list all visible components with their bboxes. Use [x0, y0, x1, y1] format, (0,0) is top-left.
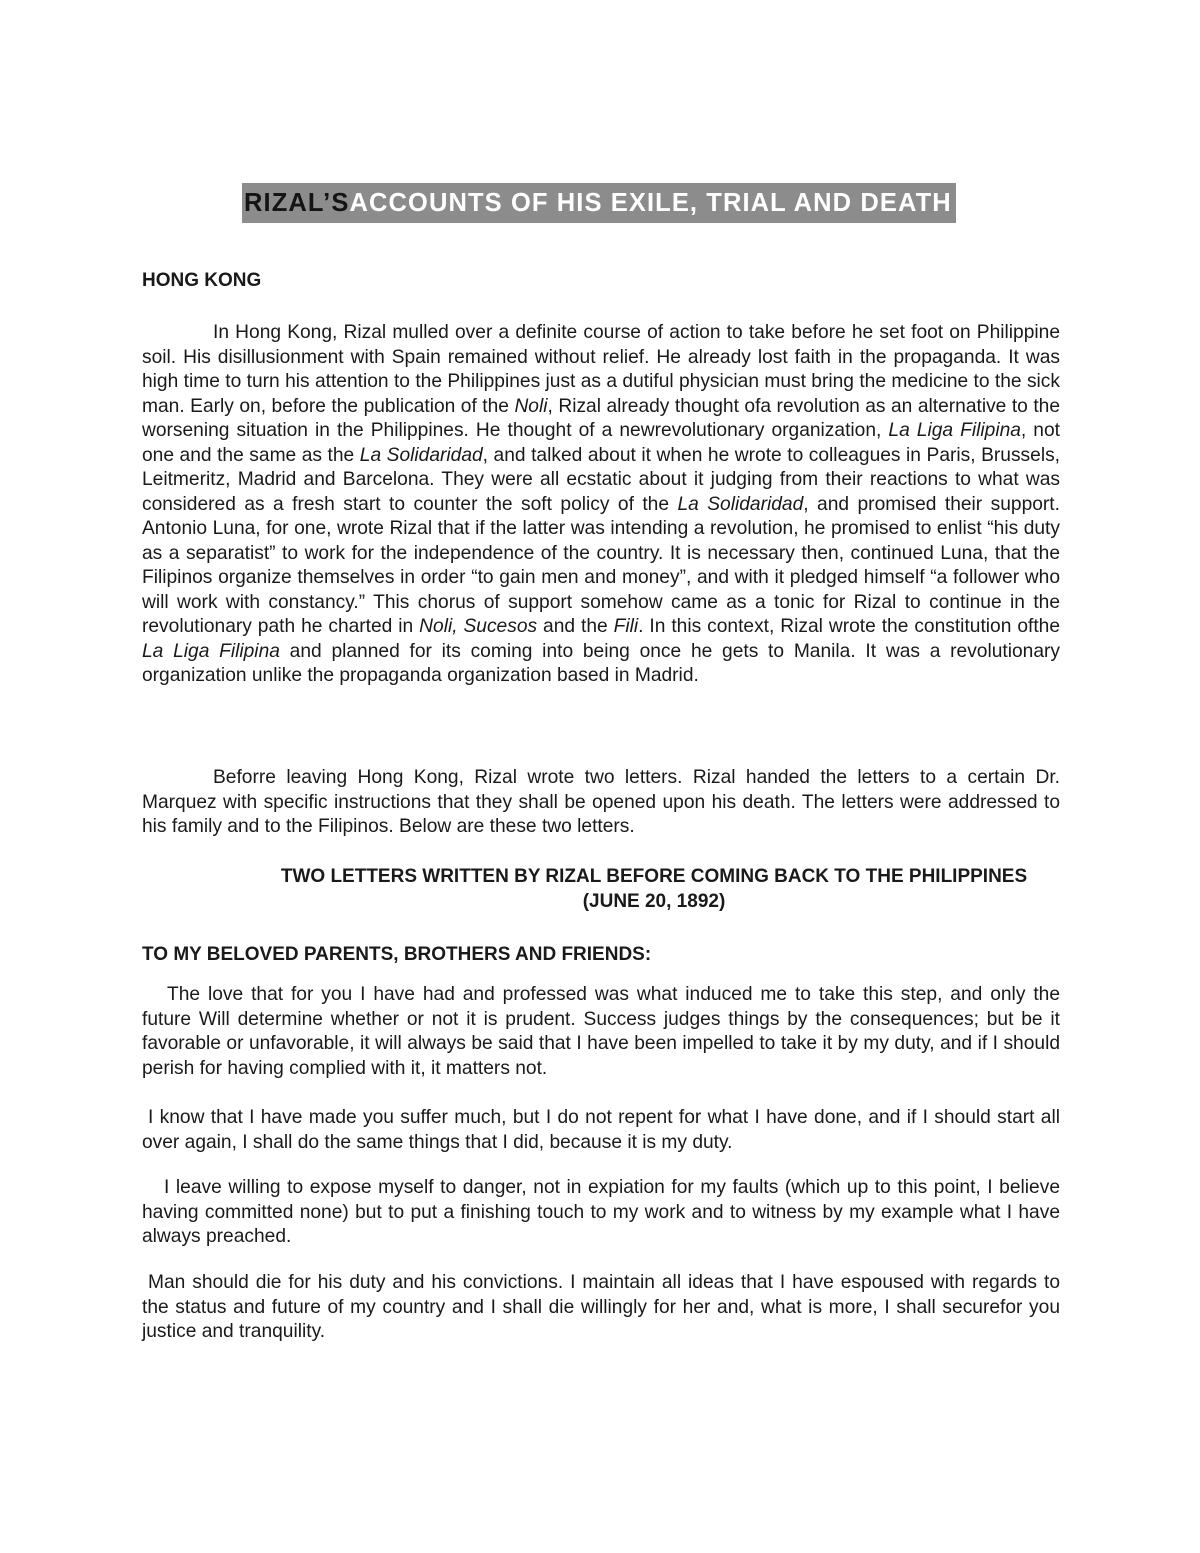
paragraph-hong-kong — [142, 321, 1060, 689]
paragraph-before-leaving: Beforre leaving Hong Kong, Rizal wrote two letters. Rizal handed the letters to a certain Dr. Marquez with specific instructions that they shall be opened upon his death. The letters were addressed to his family and to the Filipinos. Below are these two letters. — [142, 767, 1060, 837]
title-highlight-light: ACCOUNTS OF HIS EXILE, TRIAL AND DEATH — [349, 189, 952, 217]
letter-paragraph: Man should die for his duty and his convictions. I maintain all ideas that I have espoused with regards to the status and future of my country and I shall die willingly for her and, what is more, I shall securefor you justice and tranquility. — [142, 1272, 1060, 1342]
section-heading-hong-kong: HONG KONG — [142, 270, 262, 291]
para1-solidaridad-1: La Solidaridad — [359, 444, 483, 466]
para1-text-1: In Hong Kong, Rizal mulled over a definite course of action to take before he set foot on Philippine soil. His disillusionment with Spain remained without relief. He already lost faith in the propaganda. It was high time to turn his attention to the Philippines just as a dutiful physician must bring the medicine to the sick man. Early on, before the publication of the — [142, 322, 1060, 417]
para1-text-3: , not one and the same as the — [142, 420, 1060, 466]
letter-paragraph: I know that I have made you suffer much, but I do not repent for what I have done, and if I should start all over again, I shall do the same things that I did, because it is my duty. — [142, 1107, 1060, 1153]
para1-text-2: , Rizal already thought ofa revolution as an alternative to the worsening situation in the Philippines. He thought of a newrevolutionary organization, — [142, 395, 1061, 441]
para1-fili: Fili — [613, 616, 639, 637]
para1-solidaridad-2: La Solidaridad — [677, 493, 804, 515]
document-title — [242, 183, 956, 223]
para1-text-4: , and talked about it when he wrote to colleagues in Paris, Brussels, Leitmeritz, Madrid and Barcelona. They were all ecstatic about it judging from their reactions to what was considered as a fresh start to counter the soft policy of the — [142, 444, 1061, 515]
letter-paragraph: The love that for you I have had and professed was what induced me to take this step, and only the future Will determine whether or not it is prudent. Success judges things by the consequences; but be it favorable or unfavorable, it will always be said that I have been impelled to take it by my duty, and if I should perish for having complied with it, it matters not. — [142, 984, 1060, 1079]
para1-liga-2: La Liga Filipina — [142, 640, 280, 662]
para1-liga-1: La Liga Filipina — [888, 420, 1021, 441]
title-highlight-dark: RIZAL’S — [244, 189, 350, 217]
para1-text-7: . In this context, Rizal wrote the constitution ofthe — [638, 616, 1061, 637]
para1-noli: Noli — [514, 395, 548, 417]
para1-text-6: and the — [537, 616, 614, 637]
para1-noli-sucesos: Noli, Sucesos — [419, 616, 538, 637]
letter-salutation: TO MY BELOVED PARENTS, BROTHERS AND FRIENDS: — [142, 944, 652, 965]
para1-text-5: , and promised their support. Antonio Luna, for one, wrote Rizal that if the latter was intending a revolution, he promised to enlist “his duty as a separatist” to work for the independence of the country. It is necessary then, continued Luna, that the Filipinos organize themselves in order “to gain men and money”, and with it pledged himself “a follower who will work with constancy.” This chorus of support somehow came as a tonic for Rizal to continue in the revolutionary path he charted in — [142, 493, 1060, 637]
letters-heading-line1: TWO LETTERS WRITTEN BY RIZAL BEFORE COMING BACK TO THE PHILIPPINES — [280, 866, 1028, 887]
letters-heading — [142, 865, 1166, 914]
para1-text-8: and planned for its coming into being once he gets to Manila. It was a revolutionary organization unlike the propaganda organization based in Madrid. — [142, 640, 1060, 686]
letter-paragraph: I leave willing to expose myself to danger, not in expiation for my faults (which up to this point, I believe having committed none) but to put a finishing touch to my work and to witness by my example what I have always preached. — [142, 1177, 1060, 1247]
letters-heading-line2: (JUNE 20, 1892) — [582, 890, 726, 912]
